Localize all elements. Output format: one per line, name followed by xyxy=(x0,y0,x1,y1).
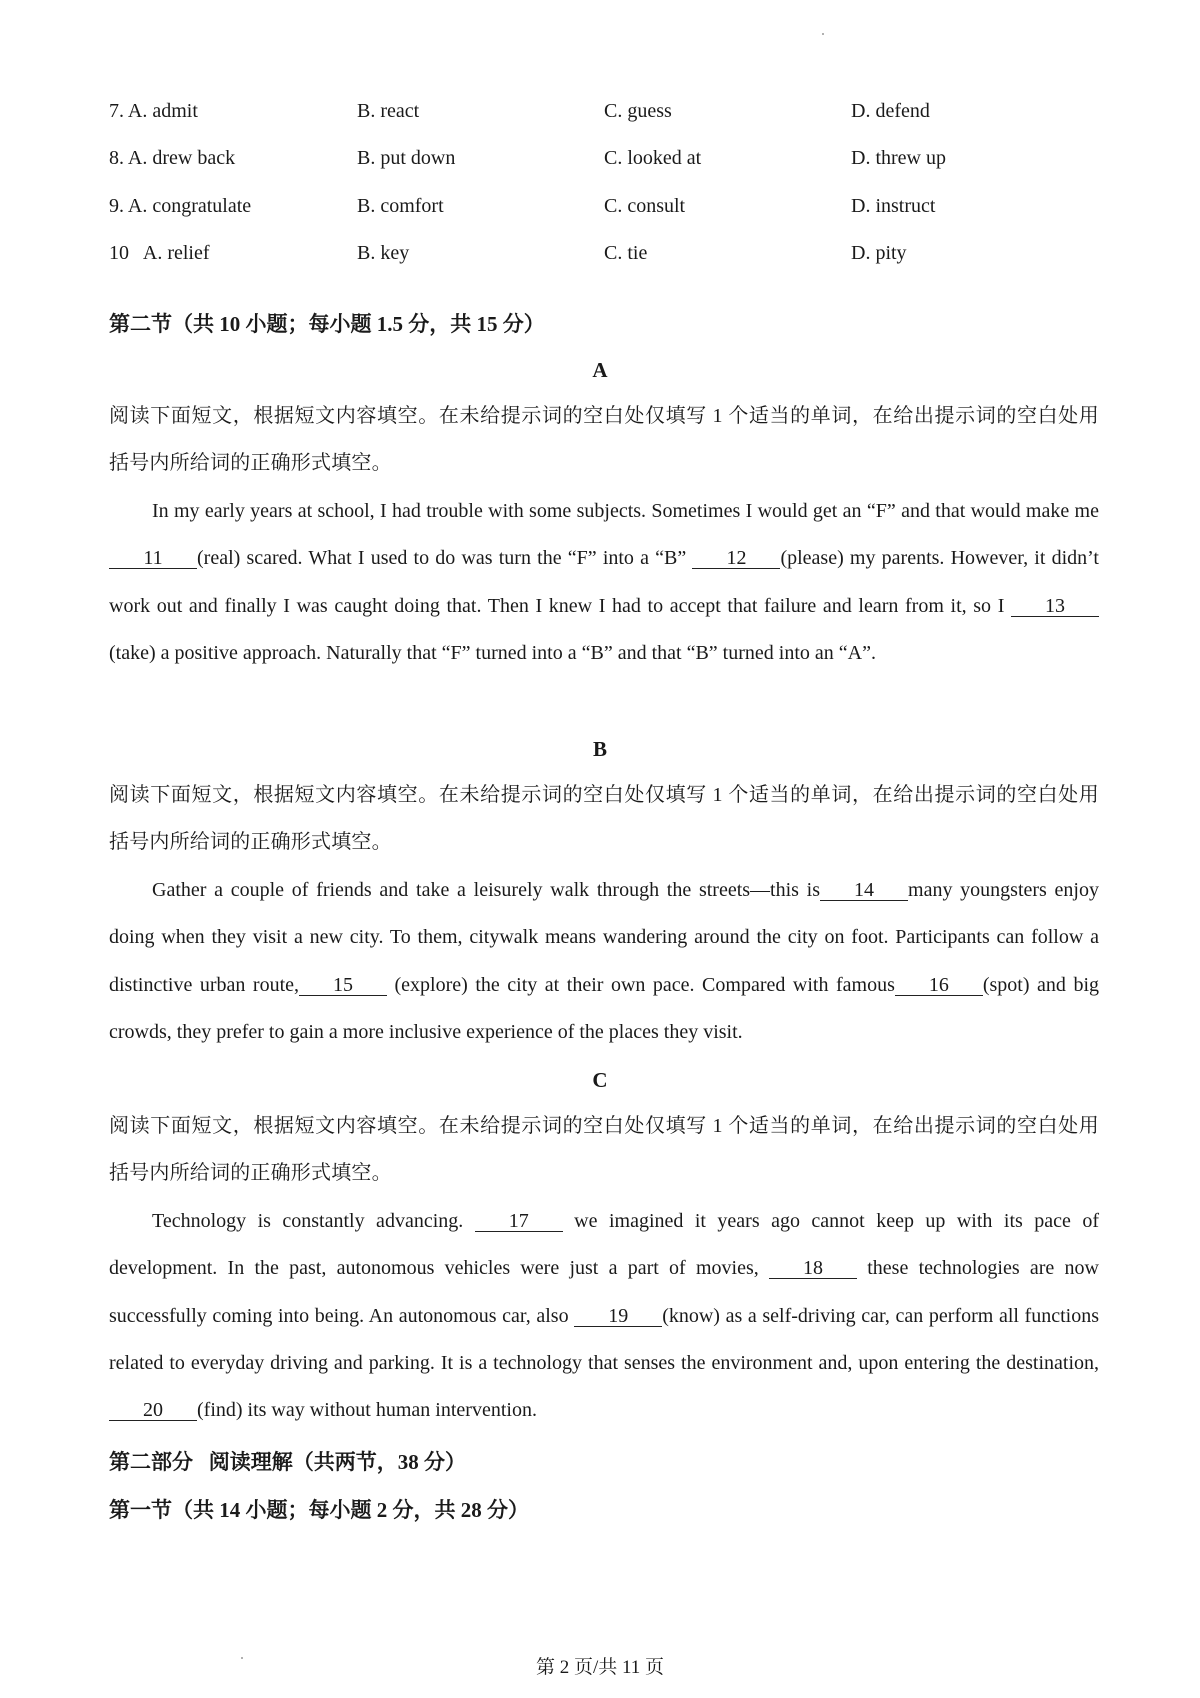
option-b: B. comfort xyxy=(357,194,444,217)
passage-a-text: In my early years at school, I had trouble with some subjects. Sometimes I would get an “F” and that would make me 11 (real) scared. What I used to do was turn the “F” into a “B” 12 (please) my parents. However, it didn’t work out and finally I was caught doing that. Then I knew I had to accept that failure and learn from it, so I 13(take) a positive approach. Naturally that “F” turned into a “B” and that “B” turned into an “A”. xyxy=(109,500,1099,664)
option-c: C. consult xyxy=(604,194,686,217)
passage-b-instruction: 阅读下面短文，根据短文内容填空。在未给提示词的空白处仅填写 1 个适当的单词，在给出提示词的空白处用括号内所给词的正确形式填空。 xyxy=(109,784,1099,854)
blank-17[interactable]: 17 xyxy=(475,1211,563,1232)
part2-title: 第二部分 阅读理解（共两节，38 分） xyxy=(109,1450,466,1474)
section2-title: 第二节（共 10 小题；每小题 1.5 分，共 15 分） xyxy=(109,312,545,336)
blank-20[interactable]: 20 xyxy=(109,1400,197,1421)
options-row-9 xyxy=(109,195,1109,242)
passage-c-instruction: 阅读下面短文，根据短文内容填空。在未给提示词的空白处仅填写 1 个适当的单词，在给出提示词的空白处用括号内所给词的正确形式填空。 xyxy=(109,1115,1099,1185)
passage-a-instruction: 阅读下面短文，根据短文内容填空。在未给提示词的空白处仅填写 1 个适当的单词，在给出提示词的空白处用括号内所给词的正确形式填空。 xyxy=(109,405,1099,475)
options-table xyxy=(109,100,1109,289)
option-d: D. threw up xyxy=(851,147,946,170)
option-a: 7. A. admit xyxy=(109,100,198,122)
option-b: B. key xyxy=(357,241,410,264)
option-d: D. defend xyxy=(851,100,930,122)
scan-dot xyxy=(822,33,824,35)
blank-18[interactable]: 18 xyxy=(769,1258,857,1279)
blank-16[interactable]: 16 xyxy=(895,975,983,996)
passage-b-text: Gather a couple of friends and take a leisurely walk through the streets—this is 14 many youngsters enjoy doing when they visit a new city. To them, citywalk means wandering around the city on foot. Participants can follow a distinctive urban route, 15 (explore) the city at their own pace. Compared with famous 16 (spot) and big crowds, they prefer to gain a more inclusive experience of the places they visit. xyxy=(109,879,1099,1043)
blank-19[interactable]: 19 xyxy=(574,1306,662,1327)
passage-b-letter: B xyxy=(592,737,607,761)
section1-title: 第一节（共 14 小题；每小题 2 分，共 28 分） xyxy=(109,1498,529,1522)
options-row-10 xyxy=(109,242,1109,289)
options-row-7 xyxy=(109,100,1109,147)
blank-13[interactable]: 13 xyxy=(1011,596,1099,617)
page-number: 第 2 页/共 11 页 xyxy=(535,1657,665,1678)
option-d: D. pity xyxy=(851,241,907,264)
blank-15[interactable]: 15 xyxy=(299,975,387,996)
passage-a-letter: A xyxy=(592,358,608,382)
option-a: 10 A. relief xyxy=(109,241,210,264)
blank-11[interactable]: 11 xyxy=(109,548,197,569)
option-a: 8. A. drew back xyxy=(109,147,236,170)
option-b: B. put down xyxy=(357,147,456,170)
option-d: D. instruct xyxy=(851,194,936,217)
blank-12[interactable]: 12 xyxy=(692,548,780,569)
passage-c-text: Technology is constantly advancing. 17 we imagined it years ago cannot keep up with its pace of development. In the past, autonomous vehicles were just a part of movies, 18 these technologies are now successfully coming into being. An autonomous car, also 19 (know) as a self-driving car, can perform all functions related to everyday driving and parking. It is a technology that senses the environment and, upon entering the destination, 20 (find) its way without human intervention. xyxy=(109,1210,1099,1422)
option-b: B. react xyxy=(357,100,420,122)
blank-14[interactable]: 14 xyxy=(820,880,908,901)
passage-c-letter: C xyxy=(592,1068,608,1092)
option-c: C. guess xyxy=(604,100,672,122)
options-row-8 xyxy=(109,147,1109,194)
option-a: 9. A. congratulate xyxy=(109,194,252,217)
option-c: C. tie xyxy=(604,241,648,264)
option-c: C. looked at xyxy=(604,147,702,170)
